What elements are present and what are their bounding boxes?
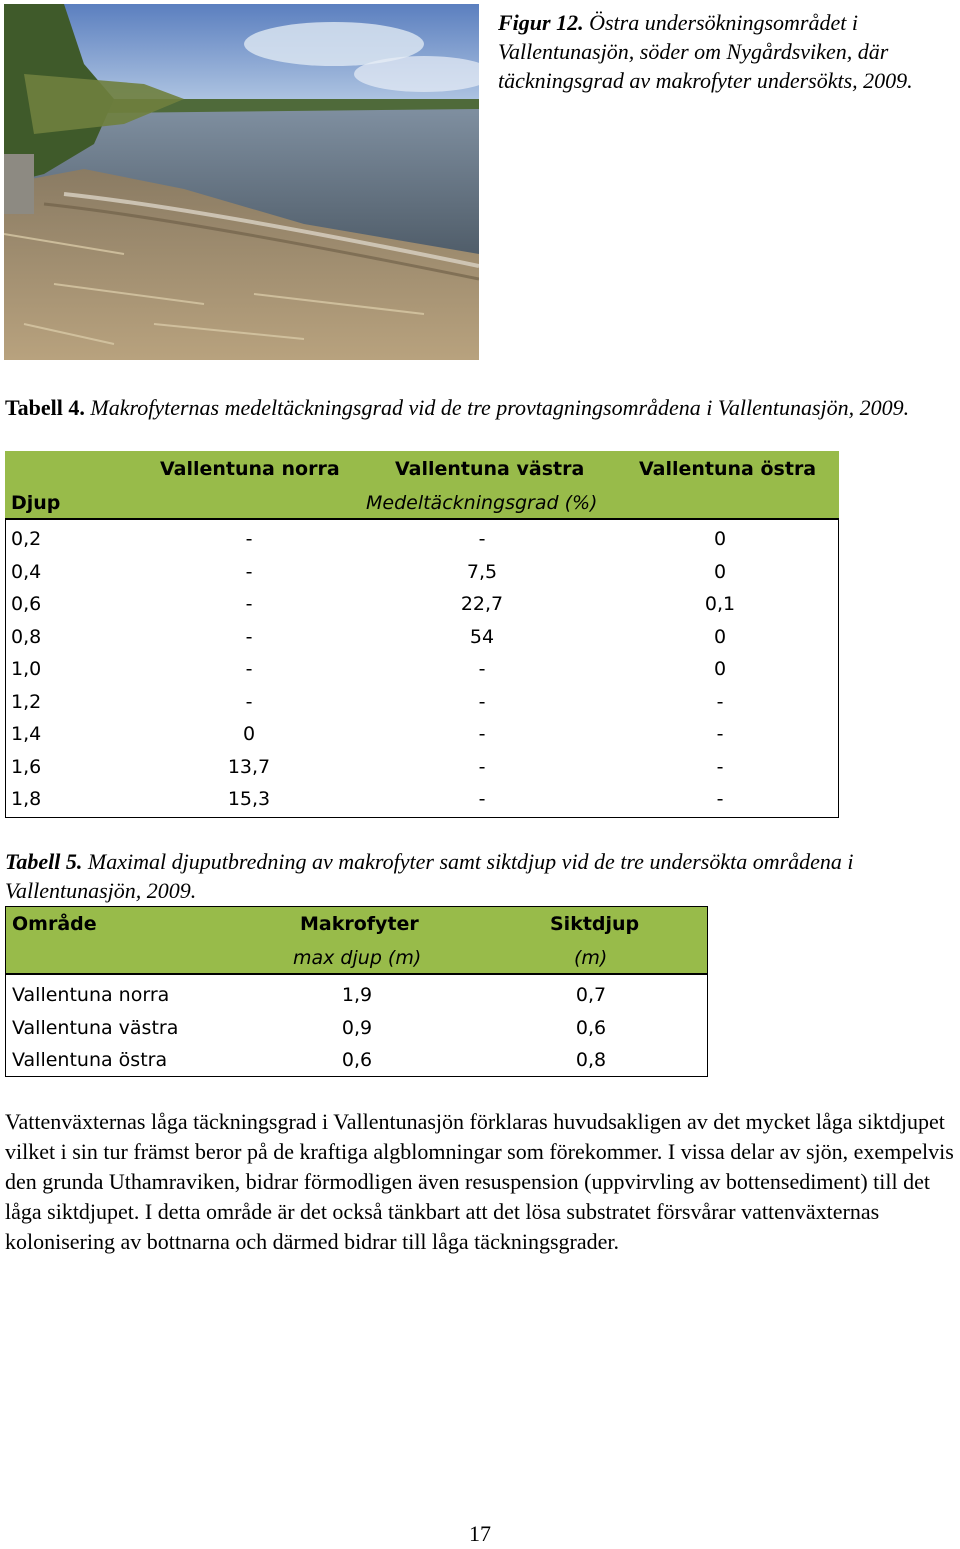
table5-cell-max-djup: 1,9 xyxy=(341,984,373,1006)
table5 xyxy=(5,906,708,1076)
table4-cell-vastra: 22,7 xyxy=(460,593,504,615)
table4-col-norra: Vallentuna norra xyxy=(160,458,340,480)
table5-cell-omrade: Vallentuna västra xyxy=(12,1016,179,1039)
table5-caption-lead: Tabell 5. xyxy=(5,849,83,874)
table4-caption xyxy=(5,393,955,422)
table5-sub-makrofyter: max djup (m) xyxy=(293,947,422,969)
table4-cell-djup: 0,4 xyxy=(11,560,42,583)
table4-cell-vastra: - xyxy=(478,528,486,550)
table5-cell-siktdjup: 0,6 xyxy=(575,1016,607,1039)
table4-cell-norra: - xyxy=(245,625,253,648)
table4-cell-ostra: - xyxy=(716,690,724,713)
table4-cell-ostra: - xyxy=(716,723,724,745)
figure-caption-lead: Figur 12. xyxy=(498,10,584,35)
table5-caption-text: Maximal djuputbredning av makrofyter samt siktdjup vid de tre undersökta områdena i Vallentunasjön, 2009. xyxy=(5,849,854,903)
table4-cell-djup: 1,0 xyxy=(11,658,42,680)
table5-caption xyxy=(5,847,955,905)
table5-cell-max-djup: 0,9 xyxy=(341,1016,373,1039)
table4-cell-ostra: - xyxy=(716,755,724,778)
body-paragraph: Vattenväxternas låga täckningsgrad i Vallentunasjön förklaras huvudsakligen av det mycket låga siktdjupet vilket i sin tur främst beror på de kraftiga algblomningar som förekommer. I vissa delar av sjön, exempelvis den grunda Uthamraviken, bidrar förmodligen även resuspension (uppvirvling av bottensediment) till det låga siktdjupet. I detta område är det också tänkbart att det lösa substratet försvårar vattenväxternas kolonisering av bottnarna och därmed bidrar till låga täckningsgrader. xyxy=(5,1109,954,1254)
table4-cell-norra: 13,7 xyxy=(227,755,271,778)
table4-caption-lead: Tabell 4. xyxy=(5,395,85,420)
table4-cell-vastra: - xyxy=(478,658,486,680)
table4-subheader: Medeltäckningsgrad (%) xyxy=(366,492,598,514)
table4-cell-vastra: - xyxy=(478,755,486,778)
table5-sub-siktdjup: (m) xyxy=(574,947,608,969)
table4-cell-norra: - xyxy=(245,658,253,680)
table4-cell-ostra: 0 xyxy=(713,528,727,550)
table4-cell-djup: 1,6 xyxy=(11,755,42,778)
lake-shore-photo xyxy=(4,4,479,360)
table4-col-vastra: Vallentuna västra xyxy=(395,458,585,480)
table4-cell-norra: - xyxy=(245,560,253,583)
table4-cell-ostra: 0 xyxy=(713,560,727,583)
table4-cell-norra: 0 xyxy=(242,723,256,745)
table4-cell-djup: 0,2 xyxy=(11,528,42,550)
table5-col-siktdjup: Siktdjup xyxy=(550,913,640,935)
table5-col-omrade: Område xyxy=(12,913,97,935)
table5-cell-omrade: Vallentuna norra xyxy=(12,984,170,1006)
table4-cell-norra: - xyxy=(245,690,253,713)
table4-cell-ostra: 0 xyxy=(713,625,727,648)
table4-cell-djup: 1,4 xyxy=(11,723,42,745)
table4-cell-ostra: 0 xyxy=(713,658,727,680)
table5-cell-omrade: Vallentuna östra xyxy=(12,1049,168,1071)
table4-cell-djup: 1,8 xyxy=(11,788,42,810)
table4 xyxy=(5,451,839,817)
table4-cell-norra: - xyxy=(245,593,253,615)
page-number: 17 xyxy=(469,1521,491,1546)
table4-cell-norra: - xyxy=(245,528,253,550)
table4-cell-djup: 0,6 xyxy=(11,593,42,615)
table5-cell-siktdjup: 0,7 xyxy=(575,984,607,1006)
table4-caption-text: Makrofyternas medeltäckningsgrad vid de tre provtagningsområdena i Vallentunasjön, 2009. xyxy=(90,395,910,420)
table4-col-djup: Djup xyxy=(11,492,61,514)
table4-cell-vastra: - xyxy=(478,690,486,713)
table5-cell-max-djup: 0,6 xyxy=(341,1049,373,1071)
table4-cell-vastra: 7,5 xyxy=(466,560,498,583)
table5-col-makrofyter: Makrofyter xyxy=(300,913,419,935)
figure-caption xyxy=(498,8,953,95)
table4-cell-vastra: 54 xyxy=(469,625,495,648)
table5-cell-siktdjup: 0,8 xyxy=(575,1049,607,1071)
table4-cell-ostra: 0,1 xyxy=(704,593,736,615)
table4-cell-vastra: - xyxy=(478,723,486,745)
table4-cell-djup: 1,2 xyxy=(11,690,42,713)
table4-cell-djup: 0,8 xyxy=(11,625,42,648)
table4-cell-vastra: - xyxy=(478,788,486,810)
table4-col-ostra: Vallentuna östra xyxy=(639,458,817,480)
table4-cell-norra: 15,3 xyxy=(227,788,271,810)
figure-caption-text: Östra undersökningsområdet i Vallentunasjön, söder om Nygårdsviken, där täckningsgrad av makrofyter undersökts, 2009. xyxy=(498,10,913,93)
table4-cell-ostra: - xyxy=(716,788,724,810)
